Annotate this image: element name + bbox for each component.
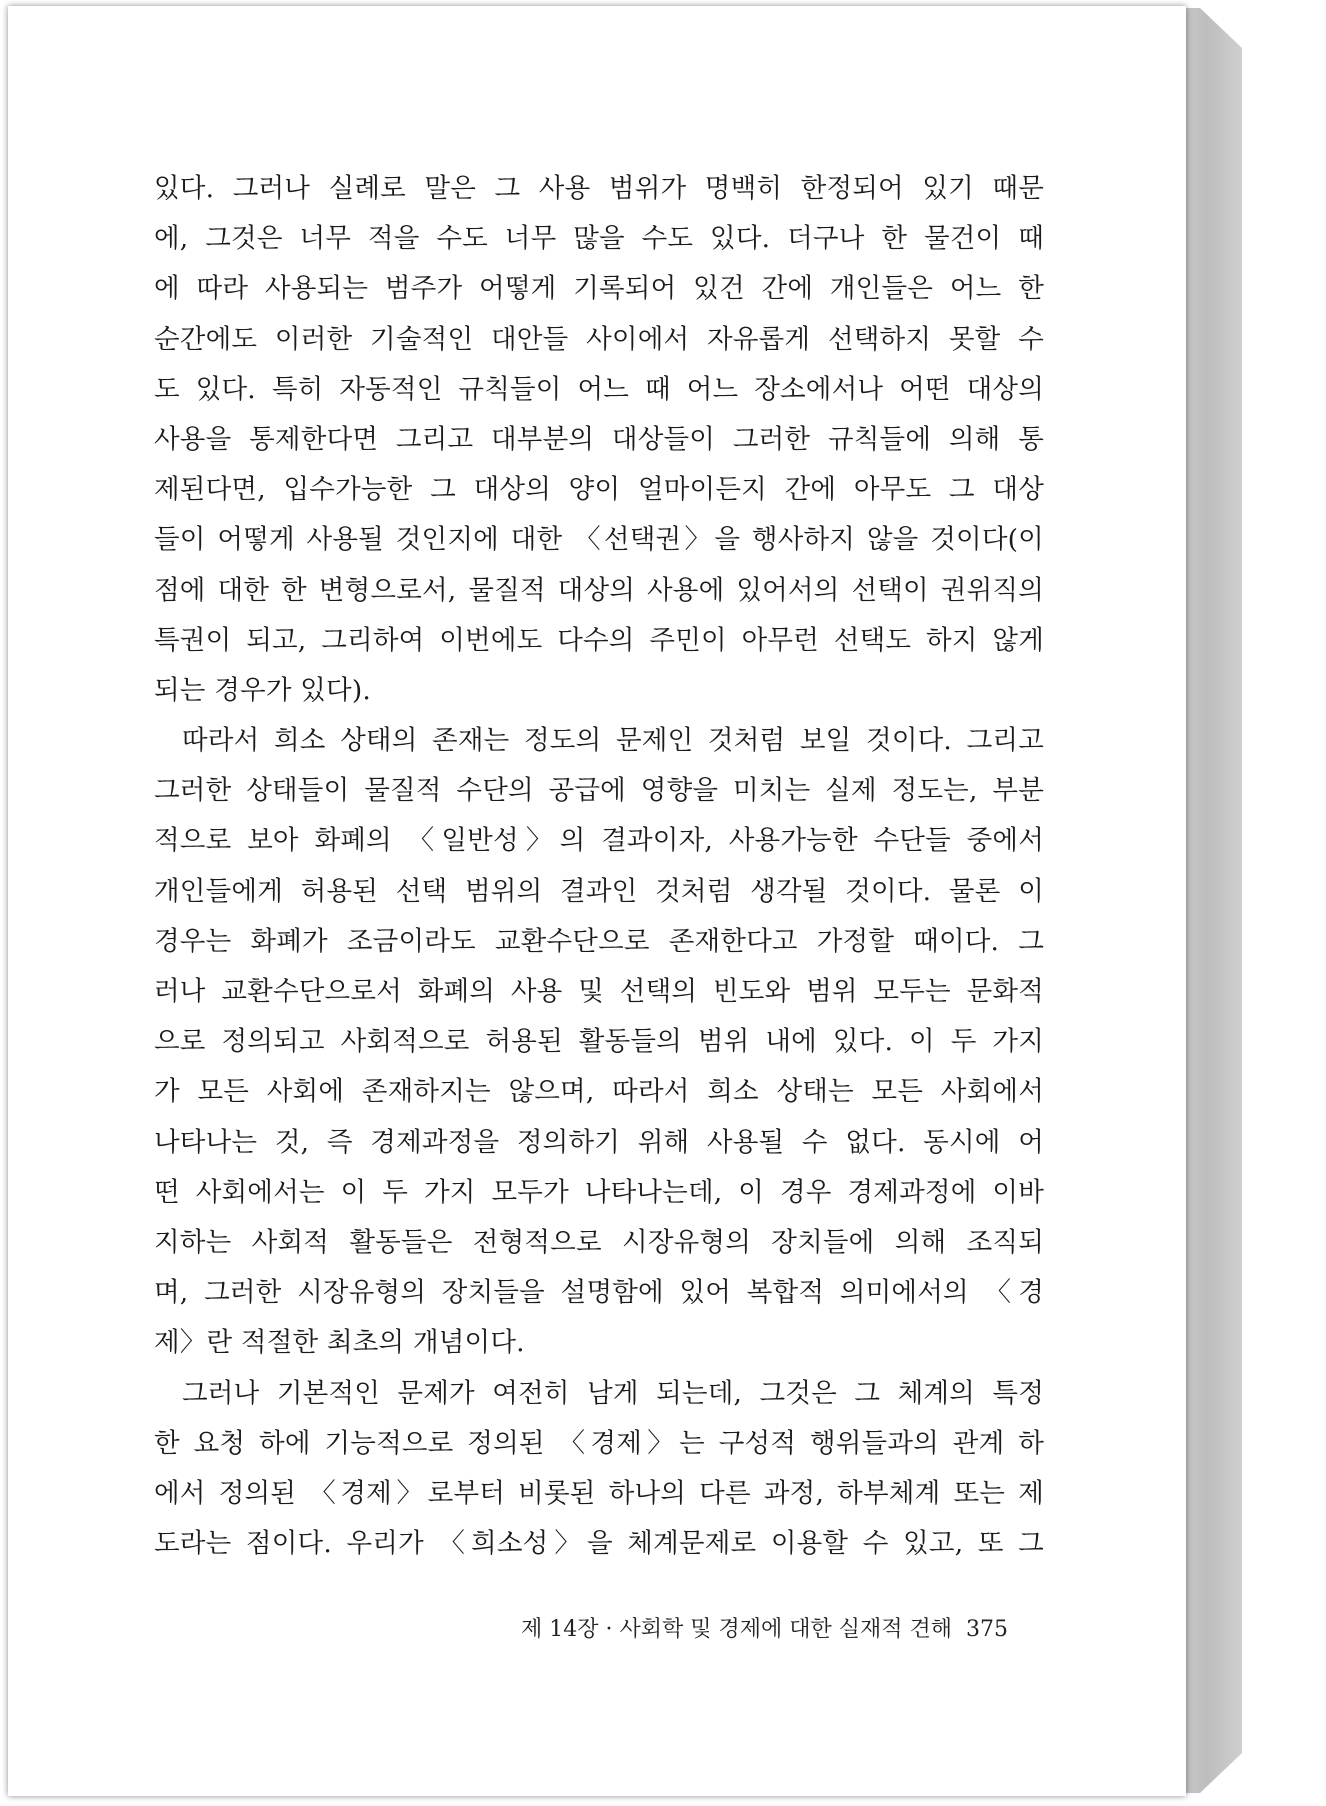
text-line: 지하는 사회적 활동들은 전형적으로 시장유형의 장치들에 의해 조직되 (154, 1226, 1044, 1258)
text-line: 에 따라 사용되는 범주가 어떻게 기록되어 있건 간에 개인들은 어느 한 (154, 273, 1044, 305)
page (8, 6, 1186, 1796)
text-line: 도 있다. 특히 자동적인 규칙들이 어느 때 어느 장소에서나 어떤 대상의 (154, 373, 1044, 405)
text-line: 나타나는 것, 즉 경제과정을 정의하기 위해 사용될 수 없다. 동시에 어 (154, 1126, 1044, 1158)
text-line: 한 요청 하에 기능적으로 정의된 〈경제〉는 구성적 행위들과의 관계 하 (154, 1427, 1044, 1459)
text-line: 에서 정의된 〈경제〉로부터 비롯된 하나의 다른 과정, 하부체계 또는 제 (154, 1477, 1044, 1509)
text-line: 그러한 상태들이 물질적 수단의 공급에 영향을 미치는 실제 정도는, 부분 (154, 775, 1045, 807)
text-line: 가 모든 사회에 존재하지는 않으며, 따라서 희소 상태는 모든 사회에서 (154, 1076, 1044, 1108)
text-line: 있다. 그러나 실례로 말은 그 사용 범위가 명백히 한정되어 있기 때문 (154, 173, 1044, 204)
running-head: 제 14장 · 사회학 및 경제에 대한 실재적 견해 (521, 1617, 952, 1642)
text-line: 며, 그러한 시장유형의 장치들을 설명함에 있어 복합적 의미에서의 〈경 (154, 1277, 1044, 1309)
text-line: 되는 경우가 있다). (154, 674, 372, 706)
text-line: 제〉란 적절한 최초의 개념이다. (154, 1327, 525, 1359)
text-line: 특권이 되고, 그리하여 이번에도 다수의 주민이 아무런 선택도 하지 않게 (154, 624, 1045, 656)
text-line: 에, 그것은 너무 적을 수도 너무 많을 수도 있다. 더구나 한 물건이 때 (154, 223, 1044, 255)
text-line: 제된다면, 입수가능한 그 대상의 양이 얼마이든지 간에 아무도 그 대상 (154, 474, 1044, 506)
text-line: 경우는 화폐가 조금이라도 교환수단으로 존재한다고 가정할 때이다. 그 (154, 925, 1044, 957)
text-line: 들이 어떻게 사용될 것인지에 대한 〈선택권〉을 행사하지 않을 것이다(이 (154, 524, 1044, 556)
text-line: 따라서 희소 상태의 존재는 정도의 문제인 것처럼 보일 것이다. 그리고 (182, 725, 1044, 757)
text-line: 으로 정의되고 사회적으로 허용된 활동들의 범위 내에 있다. 이 두 가지 (154, 1026, 1044, 1058)
body-text (154, 164, 1044, 1569)
text-line: 개인들에게 허용된 선택 범위의 결과인 것처럼 생각될 것이다. 물론 이 (154, 875, 1044, 907)
text-line: 그러나 기본적인 문제가 여전히 남게 되는데, 그것은 그 체계의 특정 (182, 1377, 1044, 1409)
text-line: 러나 교환수단으로서 화폐의 사용 및 선택의 빈도와 범위 모두는 문화적 (154, 976, 1044, 1007)
text-line: 순간에도 이러한 기술적인 대안들 사이에서 자유롭게 선택하지 못할 수 (154, 323, 1044, 355)
page-number: 375 (966, 1617, 1008, 1642)
text-line: 적으로 보아 화폐의 〈일반성〉의 결과이자, 사용가능한 수단들 중에서 (154, 825, 1044, 857)
text-line: 떤 사회에서는 이 두 가지 모두가 나타나는데, 이 경우 경제과정에 이바 (154, 1176, 1044, 1208)
page-stack-edge (1182, 8, 1242, 1793)
page-footer (488, 1612, 1008, 1643)
text-line: 도라는 점이다. 우리가 〈희소성〉을 체계문제로 이용할 수 있고, 또 그 (154, 1528, 1044, 1560)
text-line: 점에 대한 한 변형으로서, 물질적 대상의 사용에 있어서의 선택이 권위직의 (154, 574, 1044, 606)
text-line: 사용을 통제한다면 그리고 대부분의 대상들이 그러한 규칙들에 의해 통 (154, 423, 1044, 455)
